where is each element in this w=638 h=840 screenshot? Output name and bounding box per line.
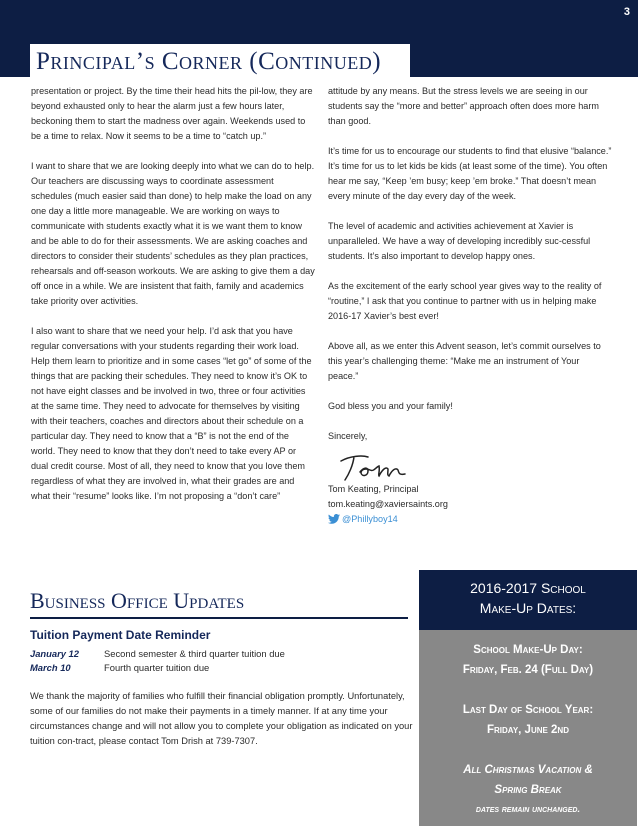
makeup-day-block: [419, 640, 637, 680]
paragraph: Sincerely,: [328, 431, 368, 441]
paragraph: As the excitement of the early school year gives way to the reality of “routine,” I ask that you continue to partner with us in helping make 2016-17 Xavier’s best ever!: [328, 281, 602, 321]
twitter-bird-icon: [328, 514, 340, 529]
makeup-title-line: 2016-2017 School: [470, 580, 586, 596]
makeup-day-label: School Make-Up Day:: [473, 644, 583, 656]
business-office-paragraph: We thank the majority of families who fulfill their financial obligation promptly. Unfortunately, some of our families do not make their payments in a timely manner. If at any time your circumstances change and will not allow you to complete your obligation as indicated on your tuition con-tract, please contact Tom Drish at 739-7307.: [30, 691, 413, 746]
payment-date: March 10: [30, 662, 71, 673]
title-rule-right: [410, 74, 638, 77]
makeup-dates-body: [419, 628, 637, 840]
payment-desc: Second semester & third quarter tuition due: [104, 648, 285, 659]
signature: [338, 452, 408, 484]
makeup-day-value: Friday, Feb. 24 (Full Day): [462, 664, 594, 676]
payment-row: [30, 647, 285, 661]
paragraph: It’s time for us to encourage our students to find that elusive “balance.” It’s time for us to let kids be kids (at least some of the time). You often hear me say, “Keep ’em busy; keep ’em broke.” That doesn’t mean every minute of the day every day of the week.: [328, 146, 612, 201]
business-office-rule: [30, 617, 408, 619]
title-rule-left: [0, 74, 30, 77]
signer-name: Tom Keating, Principal: [328, 484, 419, 494]
payment-date: January 12: [30, 648, 79, 659]
tuition-reminder-heading: Tuition Payment Date Reminder: [30, 628, 211, 642]
last-day-block: [419, 700, 637, 740]
paragraph: Above all, as we enter this Advent season, let’s commit ourselves to this year’s challenging theme: “Make me an instrument of Your peace.”: [328, 341, 601, 381]
page-number: 3: [623, 6, 630, 18]
vacation-line: dates remain unchanged.: [475, 804, 581, 815]
payment-row: [30, 661, 209, 675]
paragraph: God bless you and your family!: [328, 401, 453, 411]
signer-email[interactable]: tom.keating@xaviersaints.org: [328, 499, 448, 509]
paragraph: I also want to share that we need your help. I’d ask that you have regular conversations with your students regarding their work load. Help them learn to prioritize and in some cases “let go” of some of the things that are packing their schedules. They need to know it’s OK to not have eight classes and be involved in two, three or four activities at the same time. They need to advocate for themselves by visiting with their teachers, coaches and directors about their schedule on a particular day. They need to know that a “B” is not the end of the world. They need to know that they don’t need to take every AP or dual credit course. Most of all, they need to know that you love them regardless of what they are involved in, what their grades are and what their “resume” looks like. I’m not proposing a “don’t care”: [31, 326, 312, 501]
paragraph: The level of academic and activities achievement at Xavier is unparalleled. We have a way of developing incredibly suc-cessful students. It’s also important to develop happy ones.: [328, 221, 591, 261]
twitter-handle: @Phillyboy14: [342, 514, 398, 524]
principal-column-left: [31, 84, 315, 504]
twitter-link[interactable]: [328, 512, 612, 529]
payment-desc: Fourth quarter tuition due: [104, 662, 210, 673]
vacation-block: [419, 760, 637, 820]
makeup-dates-title: [419, 570, 637, 630]
last-day-label: Last Day of School Year:: [462, 704, 594, 716]
page-title: Principal’s Corner (Continued): [36, 48, 382, 75]
vacation-line: Spring Break: [494, 784, 562, 796]
makeup-title-line: Make-Up Dates:: [479, 600, 577, 616]
business-office-title: Business Office Updates: [30, 588, 245, 613]
paragraph: attitude by any means. But the stress levels we are seeing in our students say the “more and better” approach often does more harm than good.: [328, 86, 599, 126]
paragraph: presentation or project. By the time their head hits the pil-low, they are beyond exhausted only to hear the alarm just a few hours later, beckoning them to start the madness over again. Weekends used to be a time to relax. Now it seems to be a time to “catch up.”: [31, 86, 313, 141]
last-day-value: Friday, June 2nd: [486, 724, 569, 736]
vacation-line: All Christmas Vacation &: [463, 764, 593, 776]
paragraph: I want to share that we are looking deeply into what we can do to help. Our teachers are discussing ways to coordinate assessment schedules (much easier said than done) to help make the load on any one day a little more manageable. We are working on ways to communicate with students exactly what it is we want them to know and be able to do for their assessments. We are asking coaches and directors to consider their students’ schedules as they plan practices, rehearsals and off-season workouts. We are asking to give them a day off once in a while. We are insistent that faith, family and academics take priority over activities.: [31, 161, 315, 306]
